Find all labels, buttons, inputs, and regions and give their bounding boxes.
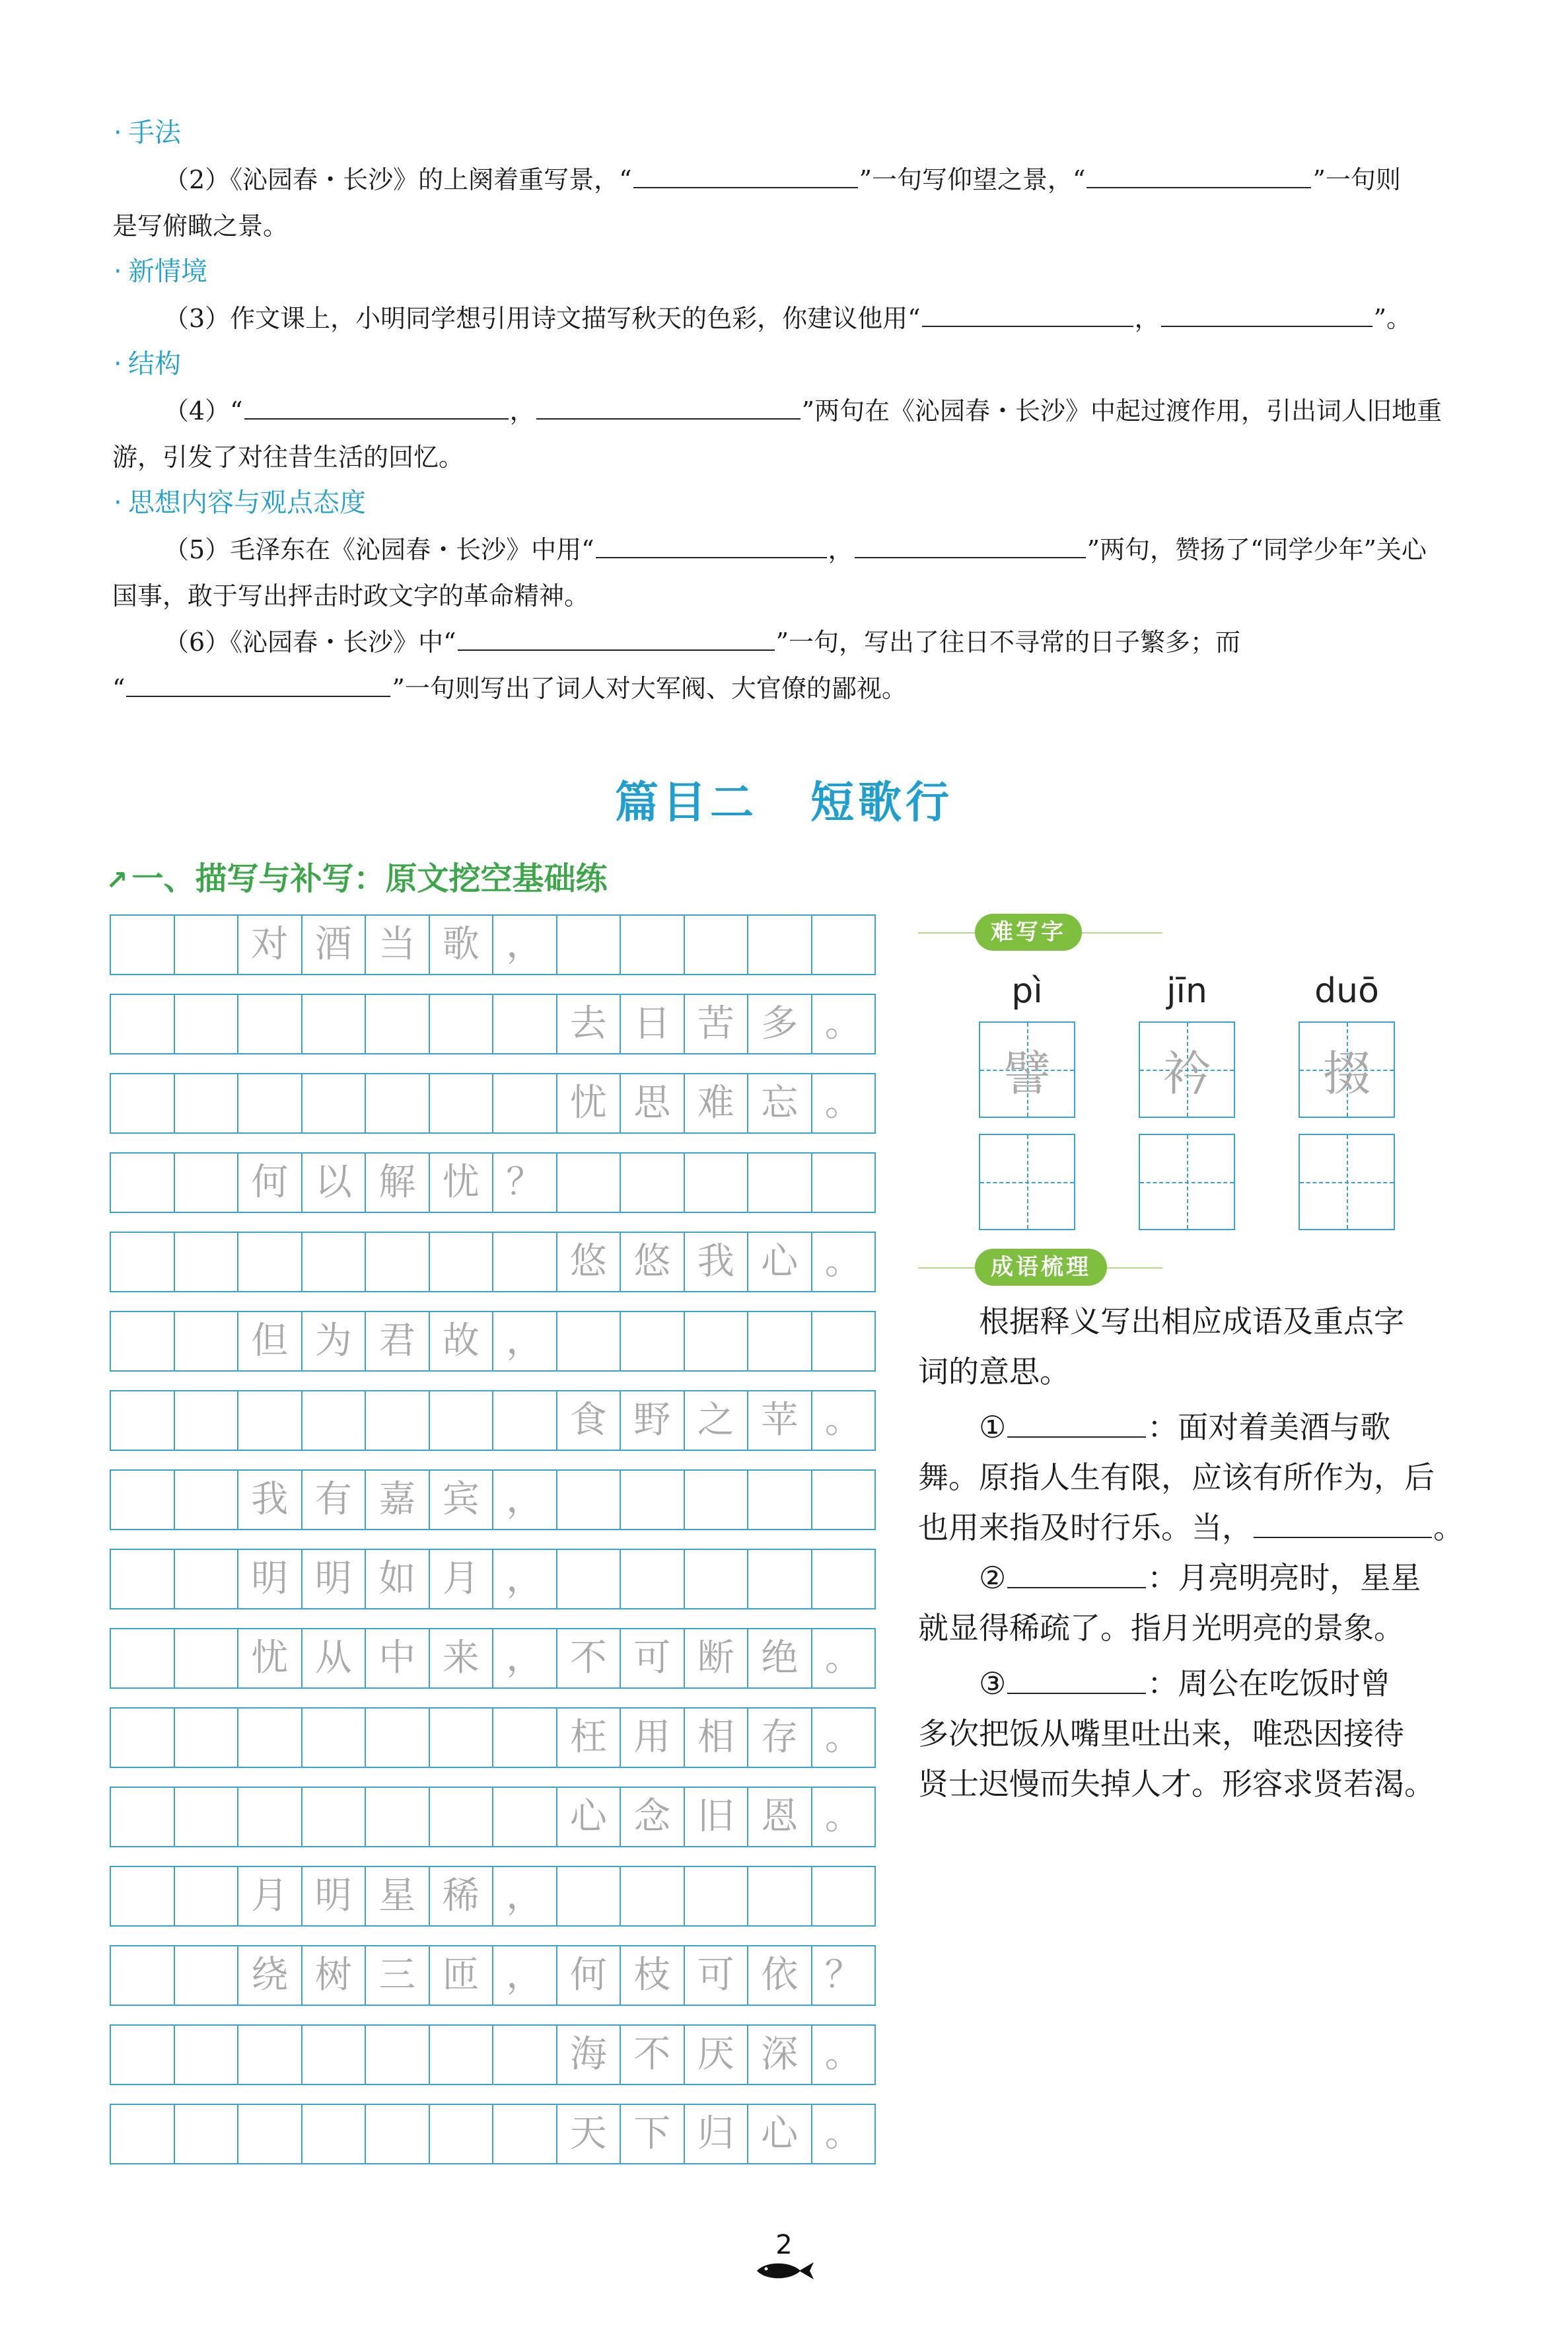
idioms-badge: 成语梳理 [975, 1249, 1107, 1286]
model-character: 掇 [1322, 1046, 1371, 1101]
idiom-number: ③ [979, 1666, 1007, 1701]
grid-cell-blank[interactable] [238, 1788, 303, 1846]
grid-cell-text: 野 [621, 1391, 685, 1450]
grid-cell-blank[interactable] [111, 1946, 175, 2005]
grid-cell-blank[interactable] [175, 916, 239, 974]
section-label-text: 新情境 [128, 256, 207, 287]
grid-cell-blank[interactable] [111, 1629, 175, 1687]
question-text: （6）《沁园春・长沙》中“ [164, 628, 456, 657]
grid-cell-text: ， [493, 1946, 557, 2005]
grid-row [110, 1390, 876, 1451]
grid-cell-text: 来 [430, 1629, 494, 1687]
grid-cell-blank[interactable] [493, 1074, 557, 1132]
grid-cell-text: ， [493, 1867, 557, 1925]
grid-cell-text: 。 [824, 1637, 862, 1679]
question-text: ”一句则 [1312, 165, 1401, 194]
answer-blank[interactable] [855, 535, 1086, 558]
grid-cell-blank[interactable] [111, 1471, 175, 1529]
idiom-text: 也用来指及时行乐。当， [918, 1510, 1252, 1545]
question-text: ， [828, 535, 853, 564]
grid-cell-blank[interactable] [303, 2105, 367, 2163]
grid-cell-text: 稀 [430, 1867, 494, 1925]
grid-cell-text: 旧 [685, 1788, 749, 1846]
part-heading-text: 一、描写与补写：原文挖空基础练 [131, 860, 608, 897]
grid-cell-blank[interactable] [175, 995, 239, 1053]
grid-cell-blank[interactable] [175, 2105, 239, 2163]
grid-cell-blank[interactable] [303, 1074, 367, 1132]
grid-cell-text: ， [493, 1629, 557, 1687]
grid-cell-blank[interactable] [812, 1154, 875, 1212]
idiom-text: ：月亮明亮时，星星 [1147, 1560, 1421, 1596]
idiom-3-line-3: 贤士迟慢而失掉人才。形容求贤若渴。 [918, 1766, 1435, 1802]
grid-cell-text: 忧 [557, 1074, 622, 1132]
grid-cell-text: 我 [685, 1233, 749, 1291]
question-text: （2）《沁园春・长沙》的上阕着重写景，“ [164, 165, 632, 194]
grid-cell-text: 宾 [430, 1471, 494, 1529]
grid-cell-blank[interactable] [685, 1867, 749, 1925]
grid-cell-blank[interactable] [238, 1709, 303, 1767]
answer-blank[interactable] [458, 627, 775, 651]
grid-cell-blank[interactable] [812, 1312, 875, 1370]
pinyin-label: duō [1314, 971, 1379, 1011]
grid-cell-text: 存 [748, 1709, 812, 1767]
pinyin-label: jīn [1166, 971, 1207, 1011]
grid-cell-blank[interactable] [175, 1946, 239, 2005]
question-4-line-2 [112, 441, 1466, 473]
grid-cell-blank[interactable] [430, 1074, 494, 1132]
question-text: ”一句写仰望之景，“ [859, 165, 1086, 194]
grid-cell-blank[interactable] [812, 1550, 875, 1608]
grid-row [110, 1232, 876, 1292]
grid-cell-blank[interactable] [812, 1867, 875, 1925]
grid-row [110, 1152, 876, 1213]
idiom-text: 。 [1433, 1510, 1464, 1545]
grid-cell-text: 苦 [685, 995, 749, 1053]
grid-cell-blank[interactable] [111, 2026, 175, 2084]
grid-cell-blank[interactable] [748, 916, 812, 974]
grid-cell-text: 深 [748, 2026, 812, 2084]
grid-cell-text: ？ [493, 1154, 557, 1212]
grid-cell-blank[interactable] [366, 1233, 430, 1291]
grid-cell-blank[interactable] [621, 1550, 685, 1608]
grid-cell-blank[interactable] [557, 1471, 622, 1529]
grid-row [110, 1945, 876, 2006]
answer-blank[interactable] [596, 535, 827, 558]
answer-blank[interactable] [922, 303, 1133, 327]
grid-cell-blank[interactable] [175, 1233, 239, 1291]
grid-cell-blank[interactable] [685, 1312, 749, 1370]
grid-cell-blank[interactable] [175, 1788, 239, 1846]
question-text: （5）毛泽东在《沁园春・长沙》中用“ [164, 535, 594, 564]
grid-cell-text: 嘉 [366, 1471, 430, 1529]
grid-cell-blank[interactable] [621, 1867, 685, 1925]
idiom-number: ② [979, 1560, 1007, 1596]
answer-blank[interactable] [1007, 1561, 1146, 1588]
grid-cell-blank[interactable] [685, 1471, 749, 1529]
grid-cell-text: 不 [621, 2026, 685, 2084]
grid-cell-blank[interactable] [175, 1550, 239, 1608]
grid-cell-blank[interactable] [430, 2105, 494, 2163]
grid-cell-text: 忧 [238, 1629, 303, 1687]
answer-blank[interactable] [1254, 1510, 1432, 1538]
grid-cell-blank[interactable] [812, 1471, 875, 1529]
answer-blank[interactable] [244, 396, 509, 420]
grid-cell-text: ， [493, 1312, 557, 1370]
grid-cell-blank[interactable] [175, 1629, 239, 1687]
grid-cell-text: 枉 [557, 1709, 622, 1767]
idiom-1-line-1 [918, 1402, 1473, 1452]
question-5-line-2 [112, 580, 1466, 612]
tian-grid-practice[interactable] [979, 1134, 1075, 1230]
grid-cell-text: 依 [748, 1946, 812, 2005]
grid-cell-text: 日 [621, 995, 685, 1053]
grid-cell-blank[interactable] [303, 995, 367, 1053]
grid-cell-text: 我 [238, 1471, 303, 1529]
pinyin-label: pì [1011, 971, 1043, 1011]
grid-cell-blank[interactable] [238, 995, 303, 1053]
grid-cell-text: 厌 [685, 2026, 749, 2084]
grid-cell-text: 但 [238, 1312, 303, 1370]
grid-cell-blank[interactable] [748, 1550, 812, 1608]
grid-cell-text: 用 [621, 1709, 685, 1767]
grid-cell-blank[interactable] [493, 1233, 557, 1291]
grid-cell-text: 。 [824, 1795, 862, 1838]
model-character: 衿 [1162, 1046, 1211, 1101]
title-part-1: 篇目二 [615, 777, 758, 828]
grid-row [110, 1628, 876, 1689]
grid-cell-blank[interactable] [430, 995, 494, 1053]
grid-cell-blank[interactable] [366, 1709, 430, 1767]
answer-blank[interactable] [633, 165, 858, 188]
question-text: ”一句则写出了词人对大军阀、大官僚的鄙视。 [392, 674, 907, 703]
grid-cell-blank[interactable] [111, 1788, 175, 1846]
idiom-text: ：周公在吃饭时曾 [1147, 1666, 1391, 1701]
grid-cell-blank[interactable] [748, 1867, 812, 1925]
page-number: 2 [775, 2230, 793, 2260]
idiom-3-line-2: 多次把饭从嘴里吐出来，唯恐因接待 [918, 1716, 1404, 1752]
section-label-text: 结构 [128, 349, 181, 379]
grid-cell-blank[interactable] [685, 1550, 749, 1608]
grid-cell-text: 三 [366, 1946, 430, 2005]
page-title [0, 773, 1568, 832]
grid-cell-text: 下 [621, 2105, 685, 2163]
grid-cell-blank[interactable] [175, 1709, 239, 1767]
section-label-text: 手法 [128, 118, 181, 148]
grid-row [110, 1469, 876, 1530]
grid-cell-text: 心 [748, 1233, 812, 1291]
grid-cell-blank[interactable] [238, 2105, 303, 2163]
question-text: ”一句，写出了往日不寻常的日子繁多；而 [775, 628, 1241, 657]
grid-cell-blank[interactable] [557, 1312, 622, 1370]
grid-cell-text: 以 [303, 1154, 367, 1212]
grid-cell-blank[interactable] [430, 1391, 494, 1450]
idiom-3-line-1 [918, 1658, 1473, 1709]
grid-cell-blank[interactable] [748, 1471, 812, 1529]
tian-grid-model [1139, 1021, 1235, 1118]
question-text: （4）“ [164, 396, 243, 425]
idiom-1-line-2: 舞。原指人生有限，应该有所作为，后 [918, 1459, 1435, 1495]
grid-cell-text: 明 [303, 1867, 367, 1925]
grid-cell-blank[interactable] [748, 1312, 812, 1370]
grid-cell-blank[interactable] [303, 1391, 367, 1450]
idiom-2-line-1 [918, 1553, 1473, 1603]
question-6-line-2 [112, 673, 1466, 704]
grid-cell-blank[interactable] [557, 1867, 622, 1925]
hard-chars-badge: 难写字 [975, 914, 1082, 951]
grid-cell-blank[interactable] [303, 1788, 367, 1846]
grid-cell-text: 树 [303, 1946, 367, 2005]
grid-cell-blank[interactable] [493, 1788, 557, 1846]
grid-cell-text: 多 [748, 995, 812, 1053]
grid-cell-blank[interactable] [493, 1709, 557, 1767]
grid-cell-blank[interactable] [493, 2026, 557, 2084]
idiom-number: ① [979, 1409, 1007, 1445]
grid-cell-blank[interactable] [366, 2105, 430, 2163]
grid-cell-text: 可 [685, 1946, 749, 2005]
grid-row [110, 1787, 876, 1847]
question-2-line-1 [112, 164, 1466, 196]
fish-icon [753, 2260, 815, 2282]
section-label-thought: · 思想内容与观点态度 [114, 488, 366, 518]
grid-cell-text: 为 [303, 1312, 367, 1370]
grid-cell-blank[interactable] [430, 1233, 494, 1291]
grid-cell-text: 心 [748, 2105, 812, 2163]
grid-cell-text: 恩 [748, 1788, 812, 1846]
answer-blank[interactable] [536, 396, 801, 420]
question-text: ”两句，赞扬了“同学少年”关心 [1087, 535, 1427, 564]
grid-cell-text: 苹 [748, 1391, 812, 1450]
idiom-1-line-3 [918, 1502, 1473, 1553]
grid-cell-text: 明 [238, 1550, 303, 1608]
grid-cell-text: 如 [366, 1550, 430, 1608]
section-label-context: · 新情境 [114, 256, 207, 287]
grid-row [110, 1073, 876, 1134]
question-text: 游，引发了对往昔生活的回忆。 [112, 443, 464, 472]
grid-cell-text: 枝 [621, 1946, 685, 2005]
section-label-technique: · 手法 [114, 118, 181, 148]
grid-cell-blank[interactable] [111, 1074, 175, 1132]
question-text: 是写俯瞰之景。 [112, 211, 289, 240]
grid-cell-text: 何 [557, 1946, 622, 2005]
grid-cell-blank[interactable] [303, 1233, 367, 1291]
grid-row [110, 914, 876, 975]
tian-grid-model [979, 1021, 1075, 1118]
model-character: 譬 [1003, 1046, 1051, 1101]
grid-cell-blank[interactable] [748, 1154, 812, 1212]
grid-cell-text: 月 [430, 1550, 494, 1608]
answer-blank[interactable] [1087, 165, 1311, 188]
grid-cell-text: 思 [621, 1074, 685, 1132]
grid-cell-blank[interactable] [557, 1550, 622, 1608]
grid-cell-text: 断 [685, 1629, 749, 1687]
grid-cell-blank[interactable] [430, 1788, 494, 1846]
grid-cell-blank[interactable] [111, 1709, 175, 1767]
grid-row [110, 1311, 876, 1372]
grid-cell-text: 。 [824, 1082, 862, 1125]
grid-cell-blank[interactable] [111, 2105, 175, 2163]
grid-row [110, 2024, 876, 2085]
question-text: ， [1134, 304, 1160, 333]
grid-cell-blank[interactable] [557, 1154, 622, 1212]
answer-blank[interactable] [1007, 1410, 1146, 1438]
grid-cell-blank[interactable] [366, 995, 430, 1053]
grid-cell-blank[interactable] [621, 1471, 685, 1529]
grid-cell-blank[interactable] [111, 1312, 175, 1370]
tian-grid-practice[interactable] [1139, 1134, 1235, 1230]
grid-cell-text: 绕 [238, 1946, 303, 2005]
grid-cell-blank[interactable] [175, 1154, 239, 1212]
grid-cell-text: 君 [366, 1312, 430, 1370]
question-4-line-1 [112, 395, 1466, 427]
part-heading [106, 859, 608, 901]
question-2-line-2 [112, 210, 1466, 242]
grid-cell-blank[interactable] [175, 1074, 239, 1132]
grid-cell-text: 。 [824, 1002, 862, 1045]
section-label-structure: · 结构 [114, 349, 181, 379]
grid-cell-text: 故 [430, 1312, 494, 1370]
grid-cell-text: 。 [824, 2033, 862, 2076]
grid-cell-text: 从 [303, 1629, 367, 1687]
grid-cell-blank[interactable] [557, 916, 622, 974]
grid-cell-text: 归 [685, 2105, 749, 2163]
grid-cell-blank[interactable] [303, 2026, 367, 2084]
grid-cell-text: 中 [366, 1629, 430, 1687]
grid-cell-blank[interactable] [175, 1312, 239, 1370]
grid-cell-text: 歌 [430, 916, 494, 974]
grid-cell-text: 明 [303, 1550, 367, 1608]
grid-cell-text: 去 [557, 995, 622, 1053]
grid-cell-text: 悠 [557, 1233, 622, 1291]
grid-row [110, 994, 876, 1054]
grid-cell-blank[interactable] [175, 1391, 239, 1450]
grid-cell-text: 绝 [748, 1629, 812, 1687]
tian-grid-practice[interactable] [1299, 1134, 1395, 1230]
grid-row [110, 2104, 876, 2164]
grid-cell-blank[interactable] [430, 1709, 494, 1767]
grid-cell-blank[interactable] [430, 2026, 494, 2084]
grid-cell-blank[interactable] [621, 916, 685, 974]
grid-cell-blank[interactable] [111, 1867, 175, 1925]
idiom-2-line-2: 就显得稀疏了。指月光明亮的景象。 [918, 1610, 1404, 1646]
grid-cell-blank[interactable] [111, 1391, 175, 1450]
question-text: ”两句在《沁园春・长沙》中起过渡作用，引出词人旧地重 [801, 396, 1443, 425]
grid-cell-text: 。 [824, 1716, 862, 1759]
grid-cell-blank[interactable] [493, 1391, 557, 1450]
section-label-text: 思想内容与观点态度 [128, 488, 366, 518]
grid-cell-text: 心 [557, 1788, 622, 1846]
grid-row [110, 1707, 876, 1768]
grid-row [110, 1549, 876, 1609]
grid-cell-text: 悠 [621, 1233, 685, 1291]
grid-cell-text: 不 [557, 1629, 622, 1687]
grid-cell-text: 有 [303, 1471, 367, 1529]
grid-cell-text: 之 [685, 1391, 749, 1450]
question-text: ， [509, 396, 535, 425]
grid-cell-text: ， [493, 916, 557, 974]
grid-cell-text: 酒 [303, 916, 367, 974]
grid-cell-blank[interactable] [111, 1233, 175, 1291]
answer-blank[interactable] [1161, 303, 1372, 327]
idioms-intro-line-1: 根据释义写出相应成语及重点字 [979, 1304, 1404, 1339]
grid-cell-blank[interactable] [175, 1867, 239, 1925]
grid-cell-blank[interactable] [366, 1788, 430, 1846]
grid-cell-text: 天 [557, 2105, 622, 2163]
title-part-2: 短歌行 [810, 777, 953, 828]
answer-blank[interactable] [1007, 1666, 1146, 1694]
grid-cell-blank[interactable] [111, 995, 175, 1053]
question-text: 国事，敢于写出抨击时政文字的革命精神。 [112, 581, 590, 610]
grid-cell-blank[interactable] [493, 995, 557, 1053]
grid-cell-text: 匝 [430, 1946, 494, 2005]
grid-cell-blank[interactable] [366, 1391, 430, 1450]
grid-cell-text: 相 [685, 1709, 749, 1767]
grid-cell-blank[interactable] [238, 1391, 303, 1450]
question-text: “ [112, 674, 125, 703]
grid-cell-text: 忧 [430, 1154, 494, 1212]
grid-cell-blank[interactable] [175, 1471, 239, 1529]
grid-cell-text: ， [493, 1471, 557, 1529]
grid-cell-text: ？ [824, 1954, 862, 1997]
grid-cell-blank[interactable] [812, 916, 875, 974]
grid-cell-text: 。 [824, 2112, 862, 2155]
grid-cell-blank[interactable] [621, 1312, 685, 1370]
answer-blank[interactable] [126, 673, 390, 697]
grid-cell-text: 。 [824, 1399, 862, 1442]
grid-cell-blank[interactable] [238, 1233, 303, 1291]
question-6-line-1 [112, 626, 1466, 658]
grid-cell-blank[interactable] [685, 916, 749, 974]
grid-cell-text: 。 [824, 1240, 862, 1283]
grid-cell-text: ， [493, 1550, 557, 1608]
grid-cell-text: 星 [366, 1867, 430, 1925]
grid-cell-text: 食 [557, 1391, 622, 1450]
grid-cell-text: 月 [238, 1867, 303, 1925]
grid-cell-blank[interactable] [366, 1074, 430, 1132]
question-3-line-1 [112, 303, 1466, 334]
idiom-text: ：面对着美酒与歌 [1147, 1409, 1391, 1445]
grid-cell-blank[interactable] [111, 1550, 175, 1608]
grid-cell-text: 何 [238, 1154, 303, 1212]
grid-cell-text: 念 [621, 1788, 685, 1846]
grid-cell-text: 解 [366, 1154, 430, 1212]
question-5-line-1 [112, 534, 1466, 566]
grid-row [110, 1866, 876, 1927]
arrow-icon: ↗ [106, 866, 128, 896]
grid-cell-text: 海 [557, 2026, 622, 2084]
grid-cell-text: 难 [685, 1074, 749, 1132]
grid-cell-text: 可 [621, 1629, 685, 1687]
question-text: （3）作文课上，小明同学想引用诗文描写秋天的色彩，你建议他用“ [164, 304, 921, 333]
grid-cell-blank[interactable] [238, 1074, 303, 1132]
grid-cell-blank[interactable] [621, 1154, 685, 1212]
grid-cell-blank[interactable] [303, 1709, 367, 1767]
grid-cell-text: 忘 [748, 1074, 812, 1132]
grid-cell-blank[interactable] [493, 2105, 557, 2163]
grid-cell-blank[interactable] [685, 1154, 749, 1212]
grid-cell-blank[interactable] [175, 2026, 239, 2084]
grid-cell-text: 当 [366, 916, 430, 974]
grid-cell-blank[interactable] [238, 2026, 303, 2084]
grid-cell-text: 对 [238, 916, 303, 974]
grid-cell-blank[interactable] [366, 2026, 430, 2084]
question-text: ”。 [1373, 304, 1412, 333]
tian-grid-model [1299, 1021, 1395, 1118]
grid-cell-blank[interactable] [111, 916, 175, 974]
grid-cell-blank[interactable] [111, 1154, 175, 1212]
idioms-intro-line-2: 词的意思。 [918, 1354, 1070, 1389]
